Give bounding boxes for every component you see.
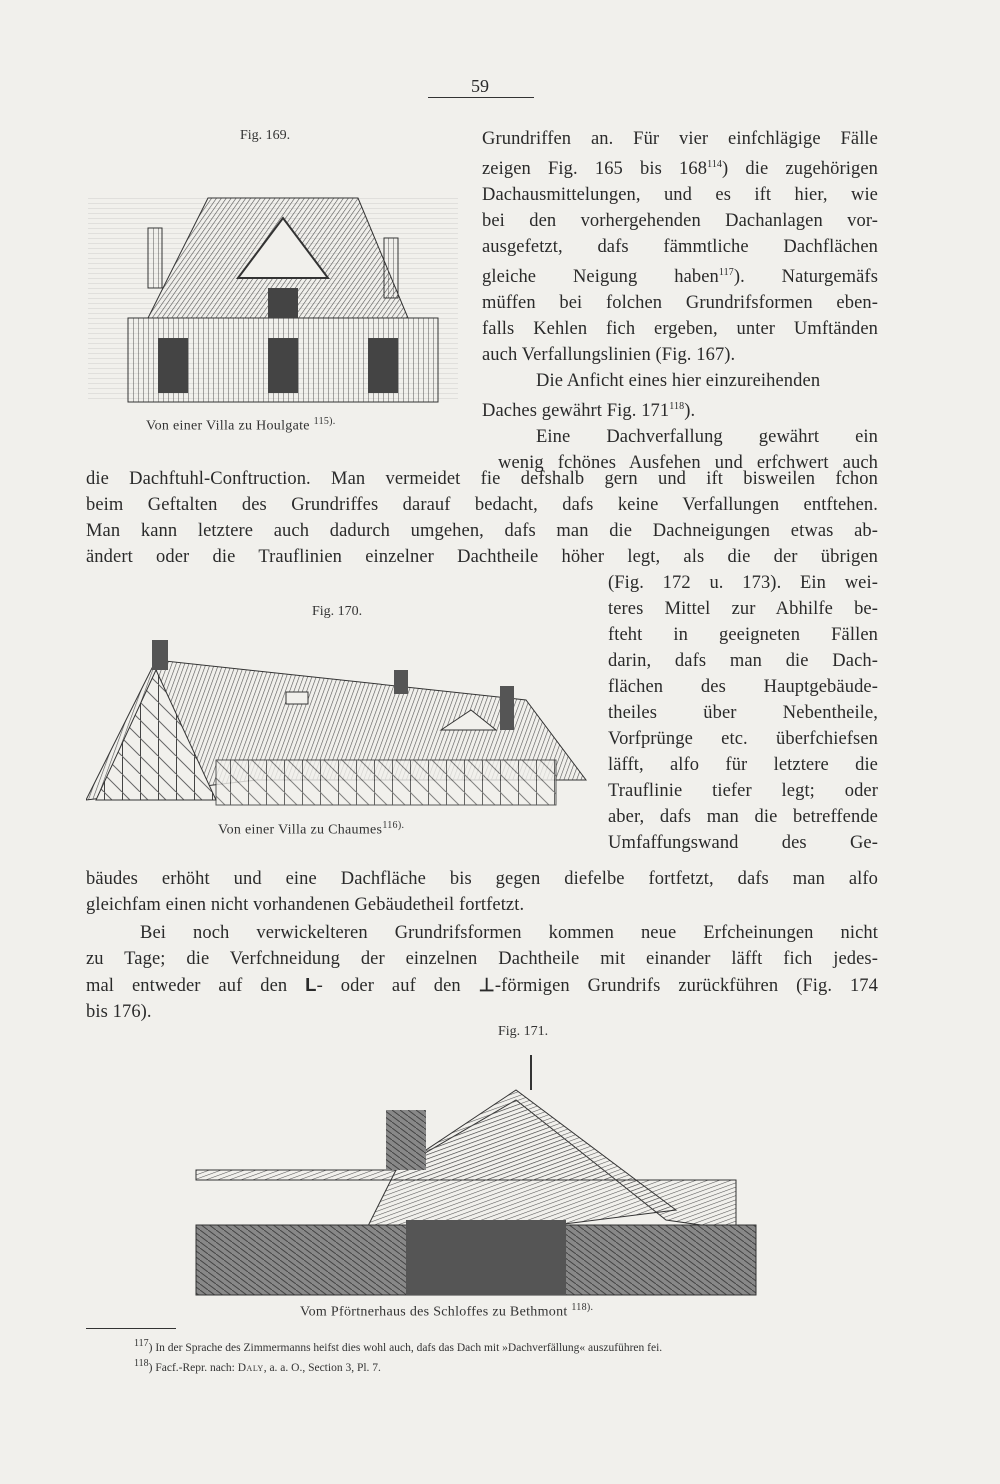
fig171-caption: Vom Pförtnerhaus des Schloffes zu Bethmont $^{118).}$ [300, 1302, 594, 1320]
fig171-illustration [176, 1050, 788, 1296]
fig170-illustration [86, 630, 596, 810]
portal-house-bethmont-engraving [176, 1050, 788, 1296]
fig169-label: Fig. 169. [240, 128, 291, 143]
right-column-text-2: (Fig. 172 u. 173). Ein wei- teres Mittel zur Abhilfe be- fteht in geeigneten Fällen darin, dafs man die Dach- flächen des Hauptgebäude- theiles über Nebentheile, Vorfprünge etc. überfchiefsen läfft, alfo für letztere die Trauflinie tiefer legt; oder aber, dafs man die betreffende Umfaffungswand des Ge- [608, 573, 878, 853]
footnote-rule [86, 1328, 176, 1329]
paragraph-full-3: Bei noch verwickelteren Grundrifsformen kommen neue Erfcheinungen nicht zu Tage; die Verfchneidung der einzelnen Dachtheile mit einander läfft fich jedes- mal entweder auf den L- oder auf den ⊥-förmigen Grundrifs zurückführen (Fig. 174 bis 176). [86, 923, 879, 1022]
footnote-118: $^{118}$) Facf.-Repr. nach: Daly, a. a. O., Section 3, Pl. 7. [134, 1358, 381, 1374]
fig171-label: Fig. 171. [498, 1024, 549, 1039]
fig169-caption: Von einer Villa zu Houlgate $^{115).}$ [146, 416, 336, 434]
fig170-caption: Von einer Villa zu Chaumes$^{116).}$ [218, 820, 405, 838]
right-column-text: Grundriffen an. Für vier einfchlägige Fälle zeigen Fig. 165 bis $168^{114}$) die zugehörigen Dachausmittelungen, und es ift hier, wie bei den vorhergehenden Dachanlagen vor- ausgefetzt, dafs fämmtliche Dachflächen gleiche Neigung haben$^{117}$). Naturgemäfs müffen bei folchen Grundrifsformen eben- falls Kehlen fich ergeben, unter Umftänden auch Verfallungslinien (Fig. 167). Die Anficht eines hier einzureihenden Daches gewährt Fig. $171^{118}$). Eine Dachverfallung gewährt ein wenig fchönes Ausfehen und erfchwert auch [482, 129, 878, 474]
paragraph-full-1: die Dachftuhl-Conftruction. Man vermeidet fie defshalb gern und ift bisweilen fchon beim Geftalten des Grundriffes darauf bedacht, dafs keine Verfallungen entftehen. Man kann letztere auch dadurch umgehen, dafs man die Dachneigungen etwas ab- ändert oder die Trauflinien einzelner Dachtheile höher legt, als die der übrigen [86, 469, 878, 567]
fig170-label: Fig. 170. [312, 604, 363, 619]
villa-chaumes-engraving [86, 630, 596, 810]
fig169-illustration [88, 158, 458, 404]
paragraph-full-2: bäudes erhöht und eine Dachfläche bis gegen diefelbe fortfetzt, dafs man alfo gleichfam einen nicht vorhandenen Gebäudetheil fortfetzt. [86, 869, 878, 915]
page-number-rule [428, 97, 534, 98]
villa-houlgate-engraving [88, 158, 458, 404]
page-number: 59 [471, 76, 489, 96]
footnote-117: $^{117}$) In der Sprache des Zimmermanns heifst dies wohl auch, dafs das Dach mit »Dachverfällung« auszuführen fei. [134, 1338, 663, 1354]
